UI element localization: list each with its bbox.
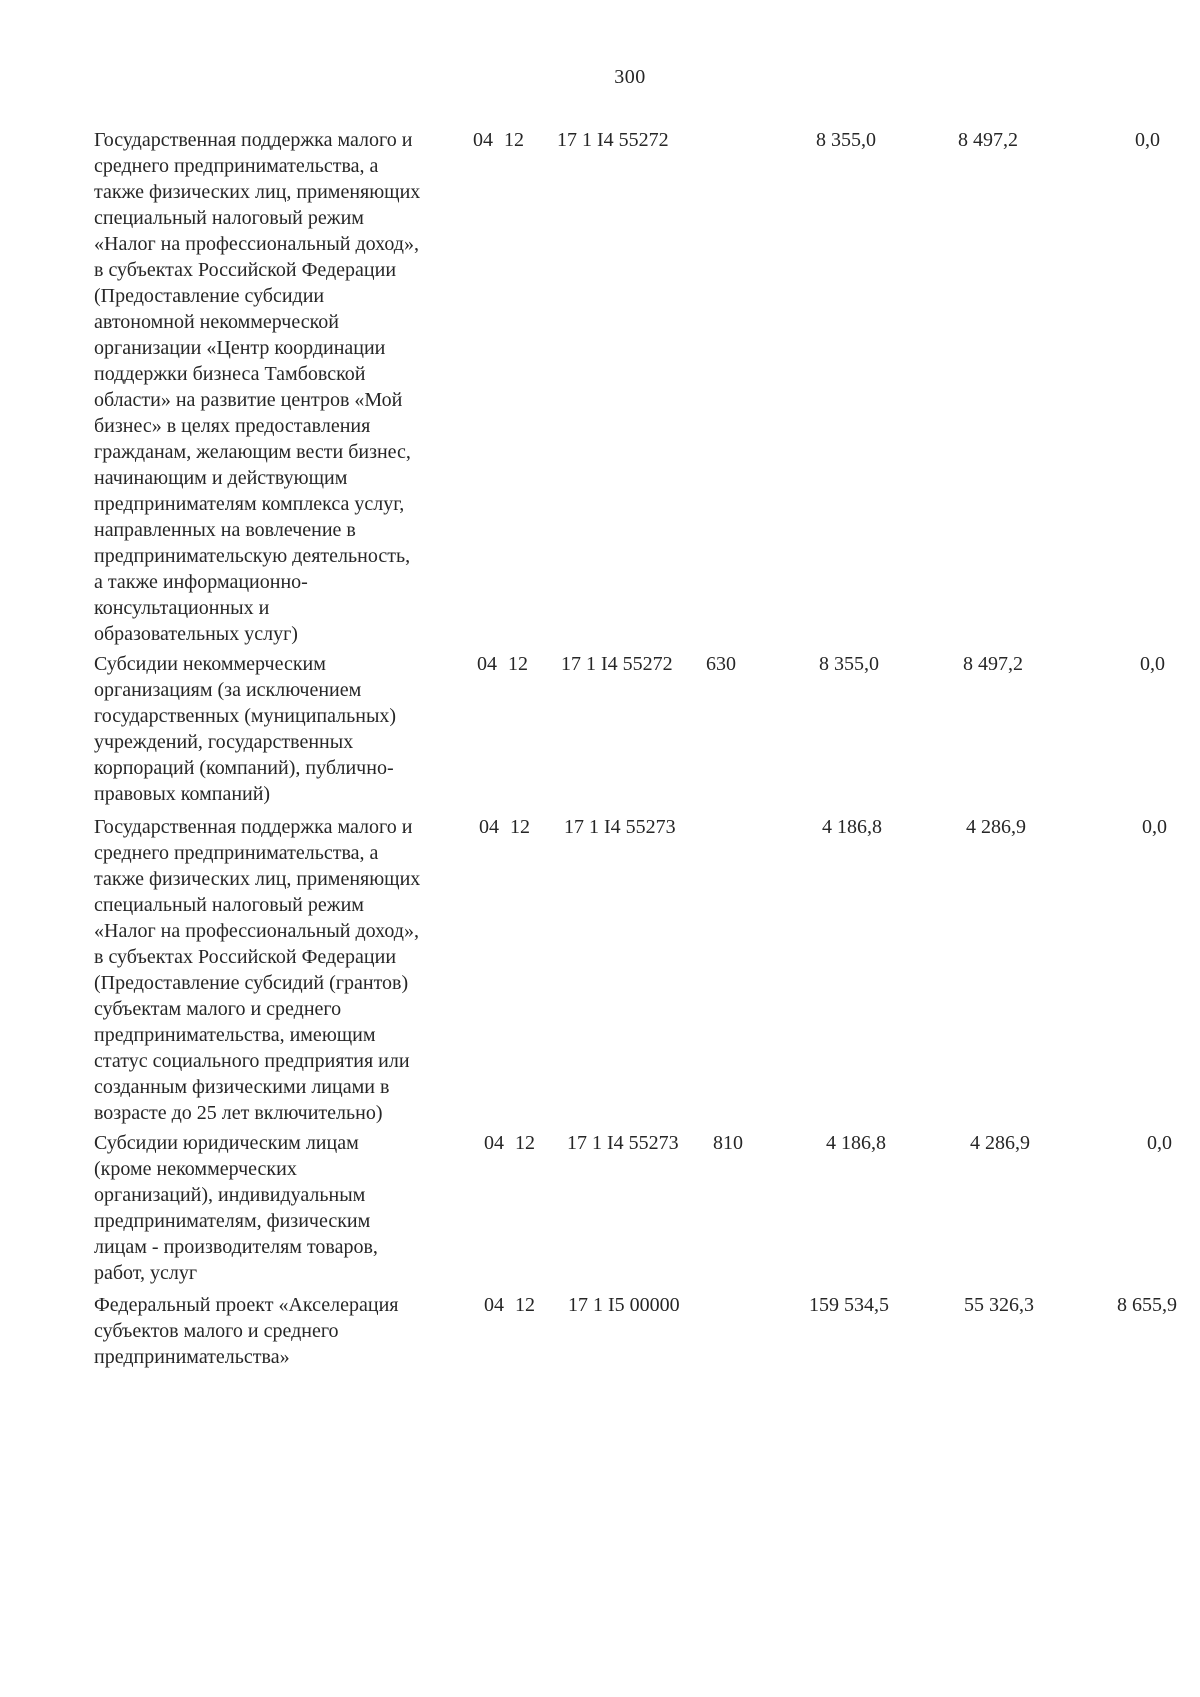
amount-year-3: 0,0 [1147, 1132, 1172, 1154]
page-number: 300 [614, 66, 646, 88]
amount-year-2: 55 326,3 [964, 1294, 1034, 1316]
target-article-code: 17 1 I4 55272 [557, 129, 669, 151]
row-description: Субсидии некоммерческим организациям (за исключением государственных (муниципальных) учреждений, государственных корпораций (компаний), публично- правовых компаний) [94, 653, 397, 805]
amount-year-1: 4 186,8 [822, 816, 882, 838]
target-article-code: 17 1 I5 00000 [568, 1294, 680, 1316]
section-code: 04 12 [479, 816, 530, 838]
amount-year-3: 8 655,9 [1117, 1294, 1177, 1316]
amount-year-2: 4 286,9 [970, 1132, 1030, 1154]
section-code: 04 12 [484, 1132, 535, 1154]
amount-year-1: 159 534,5 [809, 1294, 889, 1316]
amount-year-2: 4 286,9 [966, 816, 1026, 838]
amount-year-1: 8 355,0 [819, 653, 879, 675]
expense-kind-code: 810 [713, 1132, 743, 1154]
expense-kind-code: 630 [706, 653, 736, 675]
amount-year-3: 0,0 [1142, 816, 1167, 838]
row-description: Федеральный проект «Акселерация субъектов малого и среднего предпринимательства» [94, 1294, 399, 1368]
amount-year-2: 8 497,2 [963, 653, 1023, 675]
target-article-code: 17 1 I4 55272 [561, 653, 673, 675]
target-article-code: 17 1 I4 55273 [567, 1132, 679, 1154]
amount-year-3: 0,0 [1135, 129, 1160, 151]
row-description: Государственная поддержка малого и среднего предпринимательства, а также физических лиц, применяющих специальный налоговый режим «Налог на профессиональный доход», в субъектах Российской Федерации (Предоставление субсидий (грантов) субъектам малого и среднего предпринимательства, имеющим статус социального предприятия или созданным физическими лицами в возрасте до 25 лет включительно) [94, 816, 421, 1124]
target-article-code: 17 1 I4 55273 [564, 816, 676, 838]
section-code: 04 12 [477, 653, 528, 675]
row-description: Субсидии юридическим лицам (кроме некоммерческих организаций), индивидуальным предпринимателям, физическим лицам - производителям товаров, работ, услуг [94, 1132, 378, 1284]
amount-year-1: 4 186,8 [826, 1132, 886, 1154]
amount-year-1: 8 355,0 [816, 129, 876, 151]
amount-year-2: 8 497,2 [958, 129, 1018, 151]
row-description: Государственная поддержка малого и среднего предпринимательства, а также физических лиц, применяющих специальный налоговый режим «Налог на профессиональный доход», в субъектах Российской Федерации (Предоставление субсидии автономной некоммерческой организации «Центр координации поддержки бизнеса Тамбовской области» на развитие центров «Мой бизнес» в целях предоставления гражданам, желающим вести бизнес, начинающим и действующим предпринимателям комплекса услуг, направленных на вовлечение в предпринимательскую деятельность, а также информационно- консультационных и образовательных услуг) [94, 129, 421, 645]
section-code: 04 12 [484, 1294, 535, 1316]
section-code: 04 12 [473, 129, 524, 151]
amount-year-3: 0,0 [1140, 653, 1165, 675]
